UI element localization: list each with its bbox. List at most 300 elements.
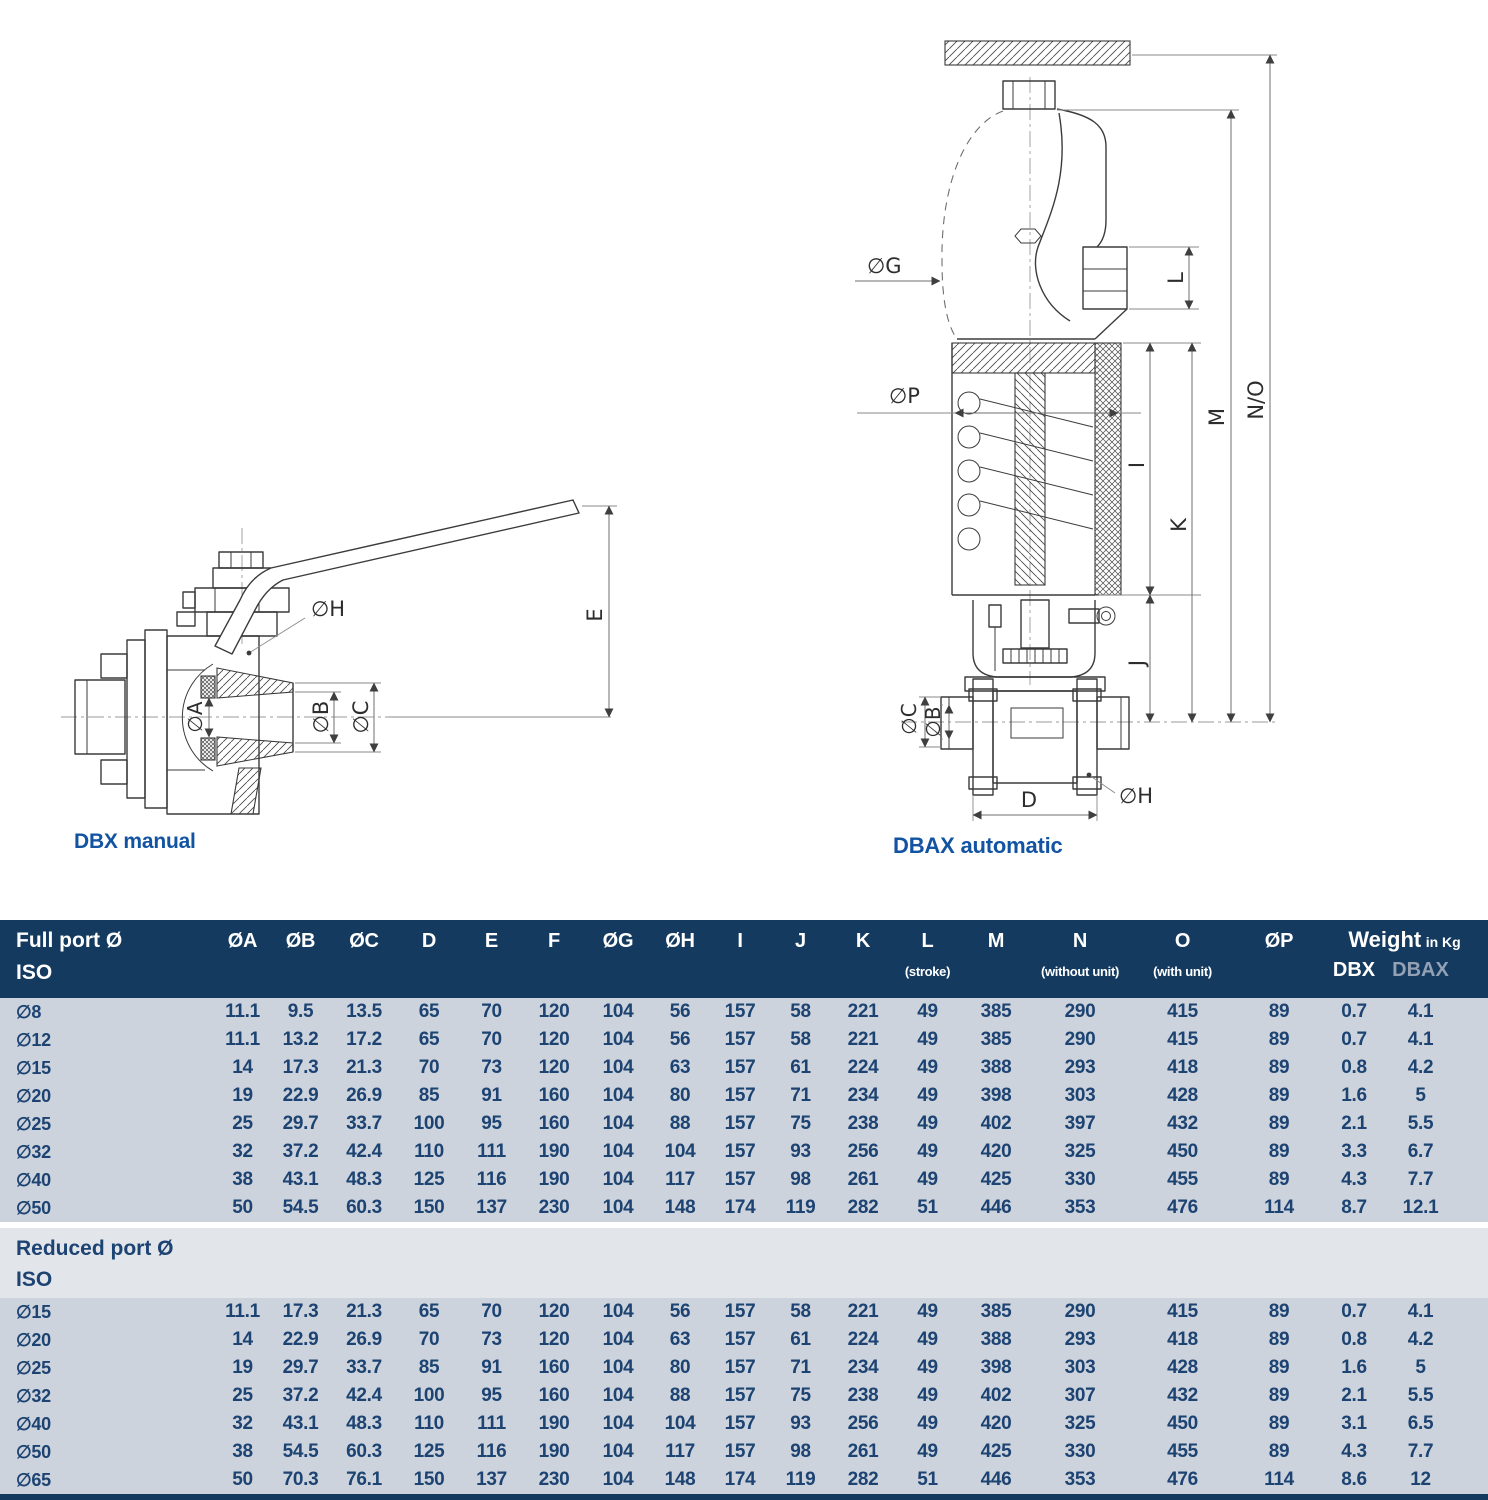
table-cell: 397 xyxy=(1064,1113,1096,1134)
table-cell: 4.2 xyxy=(1407,1057,1434,1078)
table-cell: 104 xyxy=(602,1085,634,1106)
table-cell: 56 xyxy=(669,1001,691,1022)
table-cell: 89 xyxy=(1268,1385,1290,1406)
table-cell: 48.3 xyxy=(346,1413,382,1434)
table-cell: 425 xyxy=(980,1169,1012,1190)
table-cell: 70 xyxy=(481,1001,502,1022)
table-cell: 455 xyxy=(1167,1441,1198,1462)
table-cell: 157 xyxy=(724,1329,756,1350)
table-cell: 73 xyxy=(481,1329,502,1350)
table-cell: 104 xyxy=(602,1441,634,1462)
table-cell: 98 xyxy=(790,1441,811,1462)
table-cell: 11.1 xyxy=(225,1301,260,1322)
table-cell: 104 xyxy=(602,1357,634,1378)
table-cell: 32 xyxy=(232,1413,253,1434)
column-header xyxy=(960,920,1032,998)
table-cell: 89 xyxy=(1268,1441,1290,1462)
dbx-dim-label-e: E xyxy=(583,608,607,622)
table-cell: 9.5 xyxy=(287,1001,314,1022)
table-cell: 48.3 xyxy=(346,1169,382,1190)
table-cell: 65 xyxy=(418,1029,440,1050)
table-cell: 76.1 xyxy=(346,1469,382,1490)
table-cell: 5.5 xyxy=(1407,1113,1434,1134)
column-header xyxy=(522,920,586,998)
table-cell: 7.7 xyxy=(1407,1441,1434,1462)
table-header xyxy=(0,920,1488,998)
table-cell: 157 xyxy=(724,1141,756,1162)
table-cell: 32 xyxy=(232,1141,253,1162)
table-cell: 65 xyxy=(418,1001,440,1022)
table-cell: 49 xyxy=(917,1385,938,1406)
table-cell: 49 xyxy=(917,1169,938,1190)
dbax-dim-d xyxy=(973,788,1097,821)
table-cell: 148 xyxy=(664,1469,696,1490)
row-size-label: ∅25 xyxy=(16,1114,51,1134)
dbax-automatic-drawing xyxy=(845,25,1315,870)
table-cell: 70 xyxy=(481,1029,502,1050)
table-cell: 256 xyxy=(847,1141,879,1162)
table-cell: 61 xyxy=(790,1329,811,1350)
row-size-label: ∅20 xyxy=(16,1330,51,1350)
table-cell: 104 xyxy=(602,1197,634,1218)
table-cell: 4.1 xyxy=(1407,1001,1434,1022)
dbax-spring-cylinder xyxy=(952,343,1121,595)
dbx-seat-upper xyxy=(201,676,215,698)
dbax-dim-label-l: L xyxy=(1164,272,1188,284)
table-cell: 89 xyxy=(1268,1329,1290,1350)
table-cell: 119 xyxy=(785,1197,816,1218)
table-cell: 37.2 xyxy=(282,1385,319,1406)
table-cell: 261 xyxy=(847,1441,879,1462)
table-row xyxy=(0,1082,1488,1110)
dbx-dim-label-c: ∅C xyxy=(349,700,373,734)
column-header-label: F xyxy=(547,930,561,952)
table-cell: 43.1 xyxy=(282,1413,319,1434)
dbax-dim-label-g: ∅G xyxy=(867,254,902,278)
table-cell: 0.7 xyxy=(1341,1001,1367,1022)
column-header-label: O xyxy=(1174,930,1191,952)
reduced-port-section-header xyxy=(0,1228,1488,1298)
table-cell: 12 xyxy=(1410,1469,1431,1490)
table-cell: 290 xyxy=(1064,1001,1096,1022)
table-cell: 13.5 xyxy=(346,1001,382,1022)
table-cell: 89 xyxy=(1268,1001,1290,1022)
table-cell: 104 xyxy=(602,1413,634,1434)
table-cell: 293 xyxy=(1064,1329,1096,1350)
table-cell: 3.1 xyxy=(1341,1413,1367,1434)
column-header xyxy=(650,920,710,998)
table-cell: 50 xyxy=(232,1469,253,1490)
table-cell: 38 xyxy=(232,1169,253,1190)
column-header xyxy=(895,920,960,998)
table-cell: 330 xyxy=(1064,1441,1096,1462)
table-cell: 415 xyxy=(1167,1001,1198,1022)
dbax-dim-label-b: ∅B xyxy=(921,706,945,738)
table-cell: 221 xyxy=(847,1301,879,1322)
table-row xyxy=(0,1166,1488,1194)
column-header xyxy=(1032,920,1128,998)
table-cell: 49 xyxy=(917,1413,938,1434)
table-cell: 104 xyxy=(602,1301,634,1322)
table-cell: 110 xyxy=(414,1141,444,1162)
table-row xyxy=(0,1382,1488,1410)
table-cell: 104 xyxy=(602,1057,634,1078)
table-cell: 402 xyxy=(980,1113,1012,1134)
table-cell: 104 xyxy=(602,1329,634,1350)
table-cell: 234 xyxy=(847,1085,879,1106)
table-cell: 89 xyxy=(1268,1057,1290,1078)
dbx-dim-a xyxy=(183,698,209,737)
table-cell: 385 xyxy=(980,1029,1012,1050)
table-cell: 303 xyxy=(1064,1085,1096,1106)
table-cell: 428 xyxy=(1167,1357,1198,1378)
table-cell: 91 xyxy=(481,1085,502,1106)
table-cell: 0.8 xyxy=(1341,1329,1367,1350)
table-cell: 65 xyxy=(418,1301,440,1322)
table-cell: 0.7 xyxy=(1341,1301,1367,1322)
table-cell: 120 xyxy=(538,1329,570,1350)
table-cell: 93 xyxy=(790,1141,811,1162)
table-cell: 117 xyxy=(665,1441,695,1462)
table-cell: 224 xyxy=(847,1057,879,1078)
table-cell: 125 xyxy=(413,1441,445,1462)
table-cell: 157 xyxy=(724,1441,756,1462)
table-cell: 157 xyxy=(724,1301,756,1322)
table-cell: 160 xyxy=(538,1085,570,1106)
table-cell: 221 xyxy=(847,1029,879,1050)
table-cell: 37.2 xyxy=(282,1141,319,1162)
table-cell: 4.1 xyxy=(1407,1029,1434,1050)
table-cell: 14 xyxy=(232,1057,253,1078)
table-cell: 56 xyxy=(669,1301,691,1322)
dbax-dim-k xyxy=(1167,343,1192,722)
table-cell: 111 xyxy=(477,1413,506,1434)
table-cell: 415 xyxy=(1167,1029,1198,1050)
table-cell: 33.7 xyxy=(346,1357,382,1378)
table-cell: 290 xyxy=(1064,1301,1096,1322)
table-cell: 385 xyxy=(980,1001,1012,1022)
table-cell: 446 xyxy=(980,1469,1012,1490)
dbax-dim-l xyxy=(1129,247,1199,309)
weight-header xyxy=(1321,920,1488,998)
table-footer-bar xyxy=(0,1494,1488,1500)
table-cell: 116 xyxy=(476,1169,507,1190)
table-cell: 63 xyxy=(669,1329,691,1350)
row-size-label: ∅15 xyxy=(16,1302,51,1322)
table-cell: 49 xyxy=(917,1113,938,1134)
full-port-rows xyxy=(0,998,1488,1222)
dbx-dim-b xyxy=(295,692,341,743)
reduced-title-line2: ISO xyxy=(16,1268,53,1291)
column-header xyxy=(831,920,895,998)
table-cell: 0.7 xyxy=(1341,1029,1367,1050)
table-cell: 224 xyxy=(847,1329,879,1350)
table-cell: 325 xyxy=(1064,1413,1096,1434)
table-cell: 418 xyxy=(1167,1329,1198,1350)
reduced-port-rows xyxy=(0,1298,1488,1494)
table-cell: 42.4 xyxy=(346,1141,382,1162)
table-cell: 476 xyxy=(1167,1197,1198,1218)
table-cell: 89 xyxy=(1268,1141,1290,1162)
table-cell: 157 xyxy=(724,1085,756,1106)
column-header xyxy=(1237,920,1321,998)
dimension-table xyxy=(0,920,1488,1500)
table-cell: 104 xyxy=(602,1385,634,1406)
table-cell: 450 xyxy=(1167,1413,1198,1434)
dbax-dim-label-m: M xyxy=(1205,407,1229,427)
table-cell: 4.3 xyxy=(1341,1169,1367,1190)
table-cell: 261 xyxy=(847,1169,879,1190)
table-cell: 21.3 xyxy=(346,1057,382,1078)
dbax-dim-m xyxy=(1057,110,1239,722)
table-cell: 2.1 xyxy=(1341,1113,1367,1134)
table-cell: 49 xyxy=(917,1301,938,1322)
table-cell: 420 xyxy=(980,1413,1012,1434)
table-cell: 26.9 xyxy=(346,1085,382,1106)
table-cell: 21.3 xyxy=(346,1301,382,1322)
table-cell: 60.3 xyxy=(346,1197,382,1218)
table-cell: 174 xyxy=(724,1197,756,1218)
table-cell: 388 xyxy=(980,1329,1012,1350)
table-row xyxy=(0,1354,1488,1382)
table-cell: 117 xyxy=(665,1169,695,1190)
dbx-dim-label-a: ∅A xyxy=(183,701,207,733)
dbax-dim-no xyxy=(1132,55,1277,722)
table-cell: 49 xyxy=(917,1029,938,1050)
table-cell: 33.7 xyxy=(346,1113,382,1134)
weight-dbx-label: DBX xyxy=(1332,959,1376,981)
column-header xyxy=(215,920,270,998)
table-cell: 8.6 xyxy=(1341,1469,1367,1490)
table-title xyxy=(0,920,215,998)
table-cell: 120 xyxy=(538,1301,570,1322)
table-cell: 89 xyxy=(1268,1029,1290,1050)
dbax-yoke-bracket xyxy=(973,600,1115,677)
weight-header-line1 xyxy=(1321,927,1488,953)
table-row xyxy=(0,1410,1488,1438)
row-size-label: ∅65 xyxy=(16,1470,51,1490)
column-header xyxy=(770,920,831,998)
table-cell: 4.1 xyxy=(1407,1301,1434,1322)
dbax-hex-port xyxy=(1015,229,1041,243)
table-cell: 418 xyxy=(1167,1057,1198,1078)
table-cell: 14 xyxy=(232,1329,253,1350)
table-cell: 111 xyxy=(477,1141,506,1162)
table-row xyxy=(0,1466,1488,1494)
row-size-label: ∅20 xyxy=(16,1086,51,1106)
row-size-label: ∅50 xyxy=(16,1442,51,1462)
table-cell: 6.5 xyxy=(1407,1413,1434,1434)
table-cell: 51 xyxy=(917,1469,938,1490)
table-cell: 150 xyxy=(413,1197,445,1218)
weight-unit-label: in Kg xyxy=(1425,934,1461,950)
table-cell: 42.4 xyxy=(346,1385,382,1406)
table-cell: 160 xyxy=(538,1113,570,1134)
table-cell: 70 xyxy=(418,1057,440,1078)
table-cell: 73 xyxy=(481,1057,502,1078)
table-cell: 104 xyxy=(602,1141,634,1162)
table-cell: 432 xyxy=(1167,1385,1198,1406)
table-row xyxy=(0,1194,1488,1222)
dbx-dim-label-b: ∅B xyxy=(309,700,333,734)
table-cell: 12.1 xyxy=(1402,1197,1439,1218)
table-cell: 325 xyxy=(1064,1141,1096,1162)
table-row xyxy=(0,1026,1488,1054)
column-header-sub: (with unit) xyxy=(1153,964,1212,979)
table-cell: 420 xyxy=(980,1141,1012,1162)
table-cell: 19 xyxy=(232,1357,253,1378)
table-cell: 91 xyxy=(481,1357,502,1378)
table-cell: 238 xyxy=(847,1385,879,1406)
table-cell: 93 xyxy=(790,1413,811,1434)
table-cell: 157 xyxy=(724,1057,756,1078)
table-cell: 17.2 xyxy=(346,1029,382,1050)
column-header-sub: (stroke) xyxy=(904,964,951,979)
row-size-label: ∅32 xyxy=(16,1386,51,1406)
column-header xyxy=(586,920,650,998)
row-size-label: ∅32 xyxy=(16,1142,51,1162)
column-header-label: ØH xyxy=(665,930,695,952)
dbax-caption: DBAX automatic xyxy=(893,833,1063,858)
row-size-label: ∅25 xyxy=(16,1358,51,1378)
table-cell: 450 xyxy=(1167,1141,1198,1162)
table-cell: 110 xyxy=(414,1413,444,1434)
row-size-label: ∅15 xyxy=(16,1058,51,1078)
table-cell: 29.7 xyxy=(282,1357,319,1378)
dbx-seat-lower xyxy=(201,738,215,760)
dbax-dim-b xyxy=(921,705,949,739)
table-cell: 303 xyxy=(1064,1357,1096,1378)
table-cell: 402 xyxy=(980,1385,1012,1406)
table-cell: 415 xyxy=(1167,1301,1198,1322)
table-cell: 1.6 xyxy=(1341,1085,1367,1106)
table-cell: 49 xyxy=(917,1085,938,1106)
table-cell: 43.1 xyxy=(282,1169,319,1190)
table-cell: 4.2 xyxy=(1407,1329,1434,1350)
table-cell: 56 xyxy=(669,1029,691,1050)
table-cell: 17.3 xyxy=(282,1301,319,1322)
table-cell: 22.9 xyxy=(282,1085,319,1106)
table-cell: 38 xyxy=(232,1441,253,1462)
table-cell: 157 xyxy=(724,1357,756,1378)
table-cell: 148 xyxy=(664,1197,696,1218)
table-cell: 88 xyxy=(669,1113,691,1134)
column-header-label: ØP xyxy=(1264,930,1294,952)
table-cell: 6.7 xyxy=(1407,1141,1434,1162)
table-cell: 353 xyxy=(1064,1469,1096,1490)
dbx-cone-lower-wall xyxy=(217,737,293,766)
table-cell: 70 xyxy=(418,1329,440,1350)
table-cell: 385 xyxy=(980,1301,1012,1322)
table-cell: 157 xyxy=(724,1113,756,1134)
dbax-valve-body xyxy=(941,677,1129,795)
table-cell: 26.9 xyxy=(346,1329,382,1350)
dbax-dim-label-j: J xyxy=(1125,659,1149,667)
table-cell: 282 xyxy=(847,1197,879,1218)
dbx-dim-c xyxy=(295,683,381,752)
column-header-label: ØB xyxy=(285,930,316,952)
table-cell: 190 xyxy=(538,1413,570,1434)
table-cell: 230 xyxy=(538,1469,570,1490)
column-header-label: D xyxy=(421,930,437,952)
dbx-bottom-foot xyxy=(231,768,261,814)
table-cell: 75 xyxy=(790,1385,811,1406)
table-cell: 4.3 xyxy=(1341,1441,1367,1462)
table-title-line2: ISO xyxy=(16,961,53,984)
table-cell: 104 xyxy=(602,1029,634,1050)
table-cell: 157 xyxy=(724,1001,756,1022)
table-cell: 1.6 xyxy=(1341,1357,1367,1378)
column-header xyxy=(1128,920,1237,998)
table-cell: 0.8 xyxy=(1341,1057,1367,1078)
table-cell: 98 xyxy=(790,1169,811,1190)
table-row xyxy=(0,1298,1488,1326)
table-row xyxy=(0,998,1488,1026)
dbx-caption: DBX manual xyxy=(74,830,196,853)
table-cell: 89 xyxy=(1268,1301,1290,1322)
dbax-dim-label-k: K xyxy=(1167,518,1191,532)
table-cell: 190 xyxy=(538,1169,570,1190)
column-header-label: ØA xyxy=(227,930,258,952)
row-size-label: ∅40 xyxy=(16,1414,51,1434)
dbx-handle xyxy=(215,500,579,654)
table-cell: 137 xyxy=(476,1197,507,1218)
table-cell: 137 xyxy=(476,1469,507,1490)
dbax-dim-label-p: ∅P xyxy=(889,384,920,408)
table-cell: 160 xyxy=(538,1385,570,1406)
table-cell: 49 xyxy=(917,1357,938,1378)
table-cell: 100 xyxy=(413,1113,445,1134)
table-cell: 70 xyxy=(481,1301,502,1322)
table-cell: 89 xyxy=(1268,1169,1290,1190)
dbax-dim-label-h: ∅H xyxy=(1119,784,1154,808)
row-size-label: ∅8 xyxy=(16,1002,42,1022)
table-cell: 3.3 xyxy=(1341,1141,1367,1162)
column-header-label: L xyxy=(921,930,934,952)
column-header xyxy=(270,920,331,998)
table-cell: 70.3 xyxy=(282,1469,319,1490)
table-cell: 49 xyxy=(917,1001,938,1022)
table-cell: 5.5 xyxy=(1407,1385,1434,1406)
table-cell: 58 xyxy=(790,1029,811,1050)
table-title-line1: Full port Ø xyxy=(16,929,123,952)
table-cell: 256 xyxy=(847,1413,879,1434)
table-cell: 85 xyxy=(418,1085,440,1106)
table-cell: 50 xyxy=(232,1197,253,1218)
table-cell: 58 xyxy=(790,1301,811,1322)
table-cell: 49 xyxy=(917,1057,938,1078)
table-cell: 7.7 xyxy=(1407,1169,1434,1190)
table-cell: 120 xyxy=(538,1057,570,1078)
table-cell: 89 xyxy=(1268,1113,1290,1134)
table-cell: 455 xyxy=(1167,1169,1198,1190)
weight-label: Weight xyxy=(1348,927,1422,952)
table-cell: 49 xyxy=(917,1329,938,1350)
table-cell: 190 xyxy=(538,1441,570,1462)
dbax-dim-label-c: ∅C xyxy=(897,703,921,735)
table-cell: 221 xyxy=(847,1001,879,1022)
column-header-label: ØC xyxy=(349,930,379,952)
column-header-label: ØG xyxy=(602,930,634,952)
table-cell: 89 xyxy=(1268,1413,1290,1434)
dbx-dim-h xyxy=(247,597,345,655)
table-cell: 22.9 xyxy=(282,1329,319,1350)
table-cell: 5 xyxy=(1415,1085,1426,1106)
column-header-label: J xyxy=(795,930,806,952)
table-cell: 120 xyxy=(538,1029,570,1050)
table-cell: 104 xyxy=(602,1113,634,1134)
table-cell: 174 xyxy=(724,1469,756,1490)
